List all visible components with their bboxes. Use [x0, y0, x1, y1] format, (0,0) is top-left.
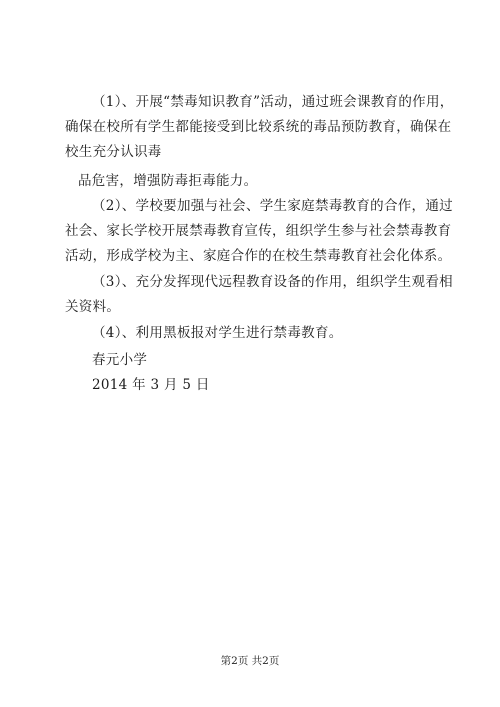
signature-date: 2014 年 3 月 5 日	[92, 377, 210, 393]
paragraph-3-line-2: 社会、家长学校开展禁毒教育宣传，组织学生参与社会禁毒教育	[65, 223, 452, 239]
paragraph-1-line-1: （1）、开展“禁毒知识教育”活动，通过班会课教育的作用，	[92, 94, 454, 110]
paragraph-1-line-2: 确保在校所有学生都能接受到比较系统的毒品预防教育，确保在	[65, 119, 452, 135]
paragraph-3-line-3: 活动，形成学校为主、家庭合作的在校生禁毒教育社会化体系。	[65, 248, 452, 264]
paragraph-2-line-1: 品危害，增强防毒拒毒能力。	[78, 173, 258, 189]
paragraph-4-line-1: （3）、充分发挥现代远程教育设备的作用，组织学生观看相	[92, 274, 453, 290]
page-number-footer: 第2页 共2页	[220, 655, 280, 667]
paragraph-1-line-3: 校生充分认识毒	[65, 144, 162, 160]
signature-school: 春元小学	[92, 352, 148, 368]
paragraph-4-line-2: 关资料。	[65, 299, 121, 315]
paragraph-5-line-1: （4）、利用黑板报对学生进行禁毒教育。	[92, 325, 343, 341]
paragraph-3-line-1: （2）、学校要加强与社会、学生家庭禁毒教育的合作，通过	[92, 198, 453, 214]
